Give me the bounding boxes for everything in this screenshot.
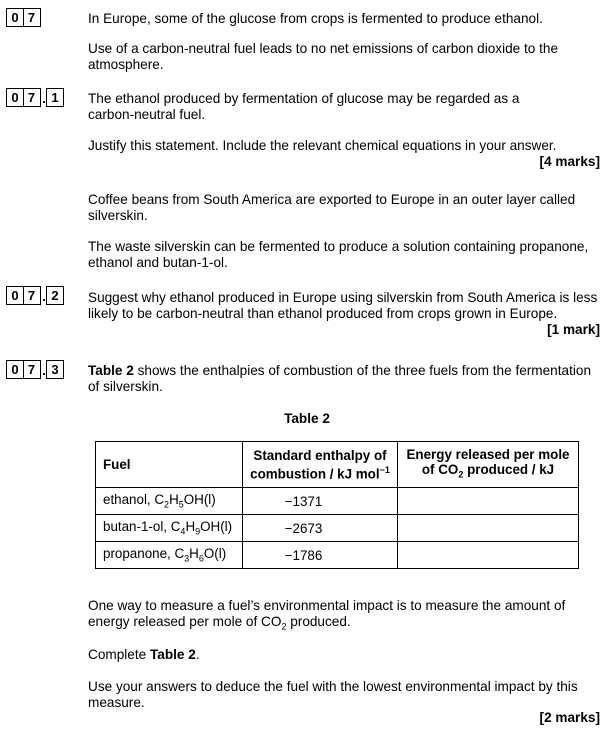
table-row [96, 515, 579, 542]
question-digit: 0 [6, 88, 24, 107]
table-row [96, 488, 579, 515]
question-digit: 2 [46, 286, 64, 305]
header-energy [398, 442, 579, 488]
formula-part: H [169, 492, 179, 508]
header-energy-line2-post: produced / kJ [463, 461, 555, 477]
answer-cell[interactable] [398, 515, 579, 542]
answer-cell[interactable] [398, 542, 579, 569]
complete-table-ref: Table 2 [149, 647, 196, 662]
q073-intro-text: shows the enthalpies of combustion of the three fuels from the fermentation of silverskin. [88, 363, 591, 394]
table-2 [95, 441, 579, 569]
header-enthalpy-sup: −1 [379, 464, 390, 475]
fuel-name: ethanol, [103, 492, 155, 508]
deduce-instruction: Use your answers to deduce the fuel with the lowest environmental impact by this measure. [88, 679, 578, 710]
header-fuel: Fuel [96, 442, 243, 488]
q071-instruction: Justify this statement. Include the relevant chemical equations in your answer. [88, 138, 557, 153]
formula-part: OH(l) [200, 519, 233, 535]
table-row [96, 542, 579, 569]
formula-part: C [154, 492, 165, 508]
silverskin-context: The waste silverskin can be fermented to produce a solution containing propanone, ethanol and butan-1-ol. [88, 239, 589, 270]
header-energy-line1: Energy released per mole [406, 446, 570, 462]
q071-statement: The ethanol produced by fermentation of glucose may be regarded as a carbon-neutral fuel. [88, 91, 520, 122]
fuel-cell [96, 542, 243, 569]
question-separator: . [42, 91, 46, 106]
header-enthalpy [243, 442, 398, 488]
measure-line2-post: produced. [286, 614, 351, 629]
enthalpy-cell: −1786 [243, 542, 398, 569]
question-digit: 0 [6, 8, 24, 27]
question-digit: 0 [6, 286, 24, 305]
question-digit: 7 [23, 88, 41, 107]
header-enthalpy-line1: Standard enthalpy of [253, 447, 387, 463]
question-digit: 3 [46, 360, 64, 379]
question-digit: 0 [6, 360, 24, 379]
formula-part: C [174, 546, 185, 562]
formula-sub: 4 [180, 526, 186, 537]
question-number-07 [6, 8, 41, 27]
formula-sub: 5 [178, 499, 184, 510]
header-energy-line2-pre: of CO [421, 461, 459, 477]
header-enthalpy-line2: combustion / kJ mol [250, 466, 380, 482]
complete-instruction [88, 647, 604, 663]
question-number-07-1 [6, 88, 64, 107]
question-digit: 1 [46, 88, 64, 107]
measure-text [88, 598, 588, 635]
question-separator: . [42, 289, 46, 304]
q073-intro [88, 363, 598, 395]
formula-sub: 2 [164, 499, 170, 510]
measure-line2-pre: energy released per mole of CO [88, 614, 282, 629]
measure-sub: 2 [281, 621, 287, 632]
coffee-context: Coffee beans from South America are exported to Europe in an outer layer called silverskin. [88, 192, 576, 223]
question-digit: 7 [23, 360, 41, 379]
fuel-cell [96, 488, 243, 515]
q071-marks: [4 marks] [539, 154, 600, 169]
question-digit: 7 [23, 286, 41, 305]
table-header-row [96, 442, 579, 488]
formula-sub: 3 [184, 553, 190, 564]
question-number-07-2 [6, 286, 64, 305]
answer-cell[interactable] [398, 488, 579, 515]
question-number-07-3 [6, 360, 64, 379]
formula-part: OH(l) [183, 492, 216, 508]
q073-marks: [2 marks] [539, 710, 600, 725]
q072-question: Suggest why ethanol produced in Europe using silverskin from South America is less likely to be carbon-neutral than ethanol produced from crops grown in Europe. [88, 290, 598, 321]
table-caption: Table 2 [284, 411, 330, 426]
complete-post: . [195, 647, 200, 662]
fuel-name: butan-1-ol, [103, 519, 171, 535]
measure-line1: One way to measure a fuel’s environmental impact is to measure the amount of [88, 598, 566, 613]
question-separator: . [42, 363, 46, 378]
enthalpy-cell: −2673 [243, 515, 398, 542]
fuel-cell [96, 515, 243, 542]
fuel-name: propanone, [103, 546, 175, 562]
complete-pre: Complete [88, 647, 150, 662]
formula-part: C [170, 519, 181, 535]
q07-intro: In Europe, some of the glucose from crops is fermented to produce ethanol. [88, 11, 543, 26]
formula-part: H [189, 546, 199, 562]
formula-part: O(l) [203, 546, 227, 562]
formula-part: H [185, 519, 196, 535]
formula-sub: 6 [198, 553, 204, 564]
q072-marks: [1 mark] [547, 322, 600, 337]
header-energy-sub: 2 [458, 469, 464, 480]
carbon-neutral-definition: Use of a carbon-neutral fuel leads to no net emissions of carbon dioxide to the atmosphere. [88, 41, 559, 72]
question-digit: 7 [23, 8, 41, 27]
enthalpy-cell: −1371 [243, 488, 398, 515]
table-reference: Table 2 [88, 363, 134, 378]
formula-sub: 9 [195, 526, 201, 537]
